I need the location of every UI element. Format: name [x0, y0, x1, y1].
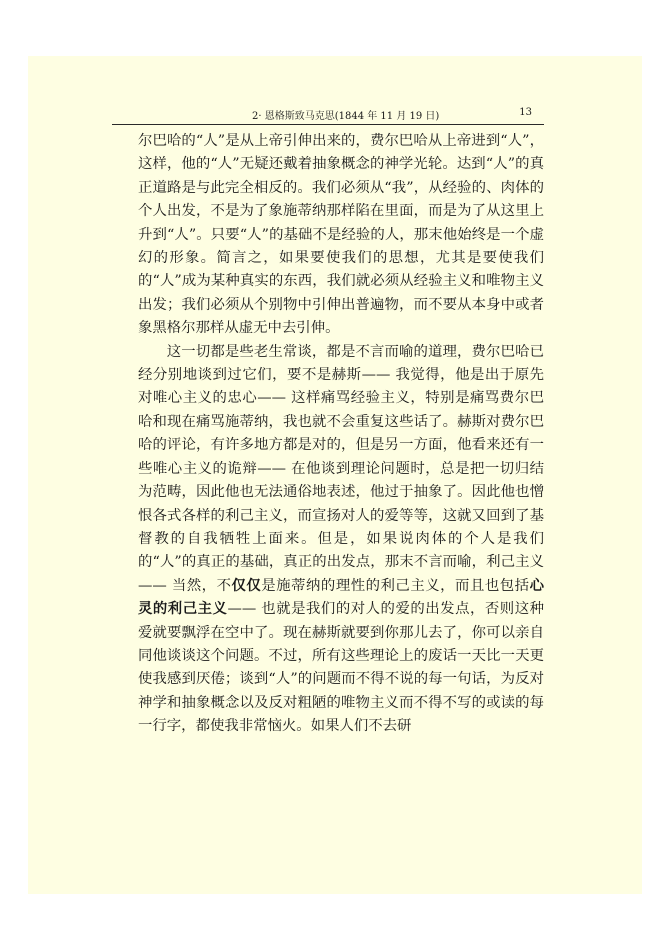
body-text: [138, 130, 544, 739]
paragraph-2-text-1: 这一切都是些老生常谈，都是不言而喻的道理，费尔巴哈已经分别地谈到过它们，要不是赫斯—— 我觉得，他是出于原先对唯心主义的忠心—— 这样痛骂经验主义，特别是痛骂费尔巴哈和现在痛骂施蒂纳，我也就不会重复这些话了。赫斯对费尔巴哈的评论，有许多地方都是对的，但是另一方面，他看来还有一些唯心主义的诡辩—— 在他谈到理论问题时，总是把一切归结为范畴，因此他也无法通俗地表述，他过于抽象了。因此他也憎恨各式各样的利己主义，而宣扬对人的爱等等，这就又回到了基督教的自我牺牲上面来。但是，如果说肉体的个人是我们的“人”的真正的基础，真正的出发点，那末不言而喻，利己主义—— 当然，不: [138, 343, 544, 594]
paragraph-2-text-2: 是施蒂纳的理性的利己主义，而且也包括: [261, 577, 530, 594]
paragraph-1: [138, 130, 544, 341]
page-number: 13: [519, 107, 532, 118]
paragraph-2: [138, 341, 544, 739]
running-head-title: 2· 恩格斯致马克思(1844 年 11 月 19 日): [252, 111, 440, 122]
emphasis-only: 仅仅: [231, 577, 262, 594]
paragraph-2-text-3: —— 也就是我们的对人的爱的出发点，否则这种爱就要飘浮在空中了。现在赫斯就要到你那儿去了，你可以亲自同他谈谈这个问题。不过，所有这些理论上的废话一天比一天更使我感到厌倦；谈到“人”的问题而不得不说的每一句话，为反对神学和抽象概念以及反对粗陋的唯物主义而不得不写的或读的每一行字，都使我非常恼火。如果人们不去研: [138, 601, 544, 735]
emphasis-egoism-of-heart: 心灵的利己主义: [138, 577, 544, 618]
paragraph-1-text: 尔巴哈的“人”是从上帝引伸出来的，费尔巴哈从上帝进到“人”，这样，他的“人”无疑还戴着抽象概念的神学光轮。达到“人”的真正道路是与此完全相反的。我们必须从“我”，从经验的、肉体的个人出发，不是为了象施蒂纳那样陷在里面，而是为了从这里上升到“人”。只要“人”的基础不是经验的人，那末他始终是一个虚幻的形象。简言之，如果要使我们的思想，尤其是要使我们的“人”成为某种真实的东西，我们就必须从经验主义和唯物主义出发；我们必须从个别物中引伸出普遍物，而不要从本身中或者象黑格尔那样从虚无中去引伸。: [138, 133, 544, 337]
running-head: [112, 106, 544, 125]
